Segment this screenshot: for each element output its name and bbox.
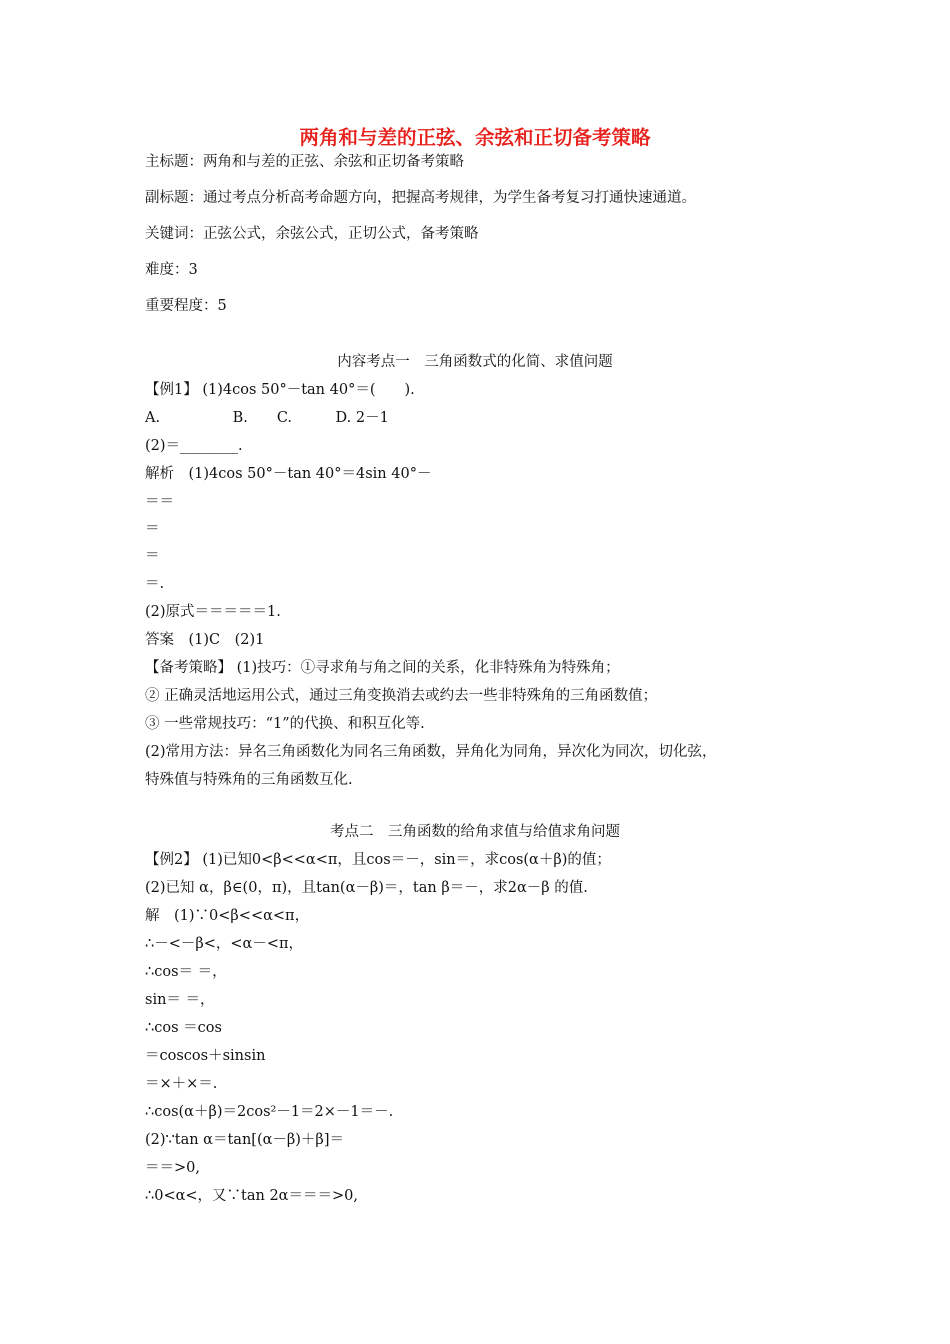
subtitle-line: 副标题：通过考点分析高考命题方向，把握高考规律，为学生备考复习打通快速通道。 xyxy=(145,190,696,206)
solution2-line2: ∴－<－β<，<α－<π， xyxy=(145,936,304,952)
example2-part2: (2)已知 α，β∈(0，π)，且tan(α－β)＝，tan β＝－，求2α－β 的值. xyxy=(145,880,588,896)
solution1-line3: ＝ xyxy=(145,521,160,537)
solution2-line3: ∴cos＝ ＝， xyxy=(145,964,227,980)
strategy1-line4: (2)常用方法：异名三角函数化为同名三角函数，异角化为同角，异次化为同次，切化弦， xyxy=(145,744,717,760)
main-title-line: 主标题：两角和与差的正弦、余弦和正切备考策略 xyxy=(145,154,464,170)
page-title: 两角和与差的正弦、余弦和正切备考策略 xyxy=(299,126,651,149)
solution1-line1: 解析 (1)4cos 50°－tan 40°＝4sin 40°－ xyxy=(145,466,432,482)
solution2-line10: ＝＝>0, xyxy=(145,1160,200,1176)
solution1-line4: ＝ xyxy=(145,548,160,564)
solution1-part2: (2)原式＝＝＝＝＝1. xyxy=(145,604,281,620)
example1-options: A. B. C. D. 2－1 xyxy=(145,410,389,426)
solution2-line5: ∴cos ＝cos xyxy=(145,1020,222,1036)
solution1-line2: ＝＝ xyxy=(145,494,174,510)
section1-heading: 内容考点一 三角函数式的化简、求值问题 xyxy=(337,354,613,370)
solution2-line7: ＝×＋×＝. xyxy=(145,1076,218,1092)
solution2-line8: ∴cos(α＋β)＝2cos²－1＝2×－1＝－. xyxy=(145,1104,394,1120)
difficulty-line: 难度：3 xyxy=(145,262,198,278)
solution2-line11: ∴0<α<，又∵tan 2α＝＝＝>0, xyxy=(145,1188,358,1204)
keywords-line: 关键词：正弦公式，余弦公式，正切公式，备考策略 xyxy=(145,226,479,242)
strategy1-line5: 特殊值与特殊角的三角函数互化. xyxy=(145,772,353,788)
strategy1-line3: ③ 一些常规技巧：“1”的代换、和积互化等. xyxy=(145,716,425,732)
solution2-line6: ＝coscos＋sinsin xyxy=(145,1048,266,1064)
solution2-line4: sin＝ ＝， xyxy=(145,992,215,1008)
solution1-line5: ＝. xyxy=(145,576,165,592)
solution2-line9: (2)∵tan α＝tan[(α－β)＋β]＝ xyxy=(145,1132,344,1148)
strategy1-line1: 【备考策略】 (1)技巧：①寻求角与角之间的关系，化非特殊角为特殊角； xyxy=(145,660,620,676)
example1-question: 【例1】 (1)4cos 50°－tan 40°＝( ). xyxy=(145,382,415,398)
example1-part2: (2)＝________. xyxy=(145,438,243,454)
example2-part1: 【例2】 (1)已知0<β<<α<π，且cos＝－，sin＝，求cos(α＋β)的值； xyxy=(145,852,611,868)
section2-heading: 考点二 三角函数的给角求值与给值求角问题 xyxy=(330,824,620,840)
strategy1-line2: ② 正确灵活地运用公式，通过三角变换消去或约去一些非特殊角的三角函数值； xyxy=(145,688,658,704)
importance-line: 重要程度：5 xyxy=(145,298,227,314)
solution2-line1: 解 (1)∵0<β<<α<π， xyxy=(145,908,310,924)
answer1-line: 答案 (1)C (2)1 xyxy=(145,632,265,648)
